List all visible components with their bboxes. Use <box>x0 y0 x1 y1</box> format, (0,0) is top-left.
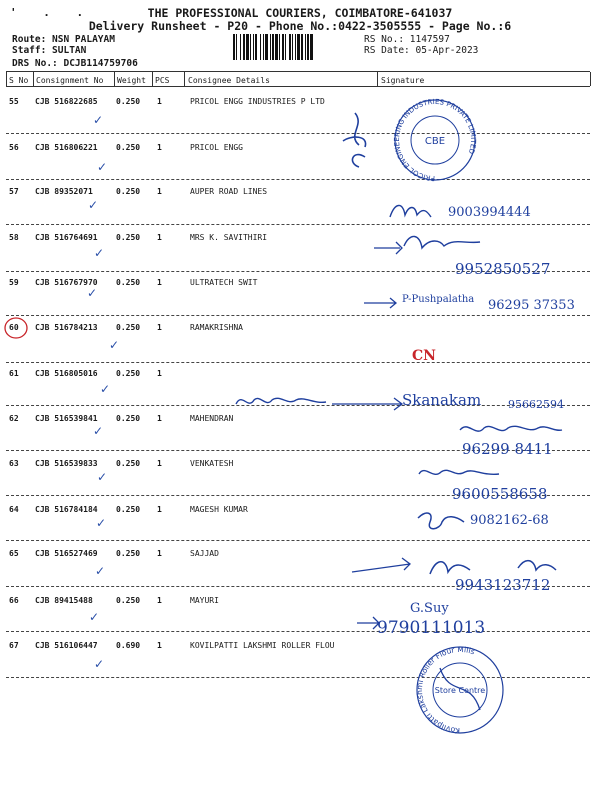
row-consignment: CJB 516784184 <box>35 505 98 514</box>
margin-marks: ' . . <box>10 6 94 19</box>
col-divider <box>184 72 185 86</box>
col-divider <box>590 72 591 86</box>
row-divider <box>6 133 590 134</box>
row-weight: 0.250 <box>116 369 141 378</box>
row-weight: 0.250 <box>116 505 141 514</box>
table-row <box>0 143 600 188</box>
row-divider <box>6 224 590 225</box>
col-header-consignee: Consignee Details <box>188 76 270 85</box>
check-mark: ✓ <box>94 657 105 671</box>
svg-text:Store Centre: Store Centre <box>434 686 486 695</box>
kovilpatti-company-seal <box>410 638 510 738</box>
row-weight: 0.250 <box>116 414 141 423</box>
col-divider <box>114 72 115 86</box>
row-sno: 55 <box>9 97 19 106</box>
row-pcs: 1 <box>157 596 162 605</box>
row-sno: 67 <box>9 641 19 650</box>
row-consignee: MRS K. SAVITHIRI <box>190 233 268 242</box>
arrow-row-59 <box>362 296 402 310</box>
row-weight: 0.250 <box>116 596 141 605</box>
svg-text:CBE: CBE <box>424 136 446 147</box>
row-weight: 0.250 <box>116 323 141 332</box>
row-consignee: VENKATESH <box>190 459 234 468</box>
rs-number: RS No.: 1147597 <box>364 34 450 45</box>
row-consignee: RAMAKRISHNA <box>190 323 243 332</box>
col-header-signature: Signature <box>381 76 425 85</box>
row-consignment: CJB 516767970 <box>35 278 98 287</box>
row-sno: 61 <box>9 369 19 378</box>
row-consignee: PRICOL ENGG INDUSTRIES P LTD <box>190 97 325 106</box>
col-divider <box>152 72 153 86</box>
signature-row-64 <box>412 508 472 538</box>
row-consignment: CJB 516527469 <box>35 549 98 558</box>
row-consignment: CJB 516784213 <box>35 323 98 332</box>
handwritten-phone-61: 95662594 <box>508 398 564 411</box>
row-consignee: AUPER ROAD LINES <box>190 187 268 196</box>
col-divider <box>6 72 7 86</box>
row-divider <box>6 315 590 316</box>
row-sno: 62 <box>9 414 19 423</box>
check-mark: ✓ <box>87 286 98 300</box>
row-sno: 59 <box>9 278 19 287</box>
row-consignment: CJB 516539841 <box>35 414 98 423</box>
row-weight: 0.690 <box>116 641 141 650</box>
table-header-rule <box>6 86 590 87</box>
pricol-company-seal <box>380 96 490 186</box>
check-mark: ✓ <box>97 470 108 484</box>
row-pcs: 1 <box>157 278 162 287</box>
row-pcs: 1 <box>157 369 162 378</box>
col-divider <box>377 72 378 86</box>
row-weight: 0.250 <box>116 97 141 106</box>
row-divider <box>6 362 590 363</box>
handwritten-name-66: G.Suy <box>410 601 449 616</box>
check-mark: ✓ <box>109 338 120 352</box>
handwritten-phone-65: 9943123712 <box>455 576 551 594</box>
row-consignee: MAHENDRAN <box>190 414 234 423</box>
row-weight: 0.250 <box>116 233 141 242</box>
check-mark: ✓ <box>89 610 100 624</box>
row-pcs: 1 <box>157 187 162 196</box>
row-pcs: 1 <box>157 414 162 423</box>
row-pcs: 1 <box>157 323 162 332</box>
row-sno: 57 <box>9 187 19 196</box>
row-consignee: ULTRATECH SWIT <box>190 278 258 287</box>
row-sno: 56 <box>9 143 19 152</box>
signature-row-58 <box>370 228 500 258</box>
check-mark: ✓ <box>97 160 108 174</box>
row-divider <box>6 179 590 180</box>
col-header-pcs: PCS <box>155 76 170 85</box>
signature-row-61 <box>232 390 332 412</box>
col-divider <box>33 72 34 86</box>
barcode-image <box>232 34 356 60</box>
arrow-row-61 <box>330 394 410 414</box>
col-header-consignment: Consignment No <box>36 76 104 85</box>
row-consignee: SAJJAD <box>190 549 219 558</box>
row-consignment: CJB 89352071 <box>35 187 93 196</box>
row-pcs: 1 <box>157 641 162 650</box>
row-consignee: KOVILPATTI LAKSHMI ROLLER FLOU <box>190 641 335 650</box>
row-weight: 0.250 <box>116 143 141 152</box>
rs-date: RS Date: 05-Apr-2023 <box>364 45 479 56</box>
svg-text:Kovilpatti Lakshmi Roller Flou: Kovilpatti Lakshmi Roller Flour Mills <box>414 644 476 736</box>
row-pcs: 1 <box>157 233 162 242</box>
row-consignment: CJB 516805016 <box>35 369 98 378</box>
col-header-weight: Weight <box>117 76 146 85</box>
check-mark: ✓ <box>93 113 104 127</box>
row-pcs: 1 <box>157 549 162 558</box>
row-sno: 58 <box>9 233 19 242</box>
row-consignee: MAGESH KUMAR <box>190 505 248 514</box>
staff-label: Staff: SULTAN <box>12 45 87 56</box>
row-pcs: 1 <box>157 505 162 514</box>
row-weight: 0.250 <box>116 549 141 558</box>
signature-row-57 <box>385 197 455 227</box>
check-mark: ✓ <box>93 424 104 438</box>
handwritten-phone-62: 96299 8411 <box>462 440 553 458</box>
svg-text:PRICOL ENGINEERING INDUSTRIES: PRICOL ENGINEERING INDUSTRIES PRIVATE LIMITED <box>393 97 478 183</box>
handwritten-name-61: Skanakam <box>402 391 482 409</box>
row-sno: 60 <box>9 323 19 332</box>
row-weight: 0.250 <box>116 187 141 196</box>
handwritten-phone-57: 9003994444 <box>448 205 531 220</box>
handwritten-phone-58: 9952850527 <box>455 260 551 278</box>
runsheet-subtitle: Delivery Runsheet - P20 - Phone No.:0422-3505555 - Page No.:6 <box>88 19 512 33</box>
row-weight: 0.250 <box>116 459 141 468</box>
row-divider <box>6 540 590 541</box>
row-sno: 66 <box>9 596 19 605</box>
signature-row-62 <box>456 418 566 440</box>
table-top-rule <box>6 71 590 72</box>
route-label: Route: NSN PALAYAM <box>12 34 115 45</box>
row-sno: 65 <box>9 549 19 558</box>
check-mark: ✓ <box>100 382 111 396</box>
row-consignment: CJB 516764691 <box>35 233 98 242</box>
row-sno: 64 <box>9 505 19 514</box>
handwritten-phone-66: 9790111013 <box>377 618 486 638</box>
table-row <box>0 641 600 686</box>
row-pcs: 1 <box>157 143 162 152</box>
row-60-circle-mark <box>3 316 29 340</box>
company-title: THE PROFESSIONAL COURIERS, COIMBATORE-641037 <box>147 6 453 20</box>
drs-number: DRS No.: DCJB114759706 <box>12 58 138 69</box>
row-sno: 63 <box>9 459 19 468</box>
row-consignment: CJB 516106447 <box>35 641 98 650</box>
row-weight: 0.250 <box>116 278 141 287</box>
row-consignment: CJB 516539833 <box>35 459 98 468</box>
check-mark: ✓ <box>95 564 106 578</box>
handwritten-phone-63: 9600558658 <box>452 485 548 503</box>
table-row <box>0 97 600 142</box>
handwritten-mark-60: CN <box>412 348 436 364</box>
check-mark: ✓ <box>94 246 105 260</box>
signature-row-63 <box>415 462 505 482</box>
row-consignment: CJB 516822685 <box>35 97 98 106</box>
check-mark: ✓ <box>96 516 107 530</box>
row-pcs: 1 <box>157 97 162 106</box>
row-consignee: MAYURI <box>190 596 219 605</box>
row-consignment: CJB 89415488 <box>35 596 93 605</box>
signature-row-55-56 <box>325 105 395 175</box>
handwritten-phone-64: 9082162-68 <box>470 513 549 528</box>
handwritten-phone-59: 96295 37353 <box>488 298 575 313</box>
check-mark: ✓ <box>88 198 99 212</box>
row-consignee: PRICOL ENGG <box>190 143 243 152</box>
row-pcs: 1 <box>157 459 162 468</box>
col-header-sno: S No <box>9 76 29 85</box>
handwritten-name-59: P-Pushpalatha <box>402 294 475 305</box>
row-divider <box>6 631 590 632</box>
row-consignment: CJB 516806221 <box>35 143 98 152</box>
